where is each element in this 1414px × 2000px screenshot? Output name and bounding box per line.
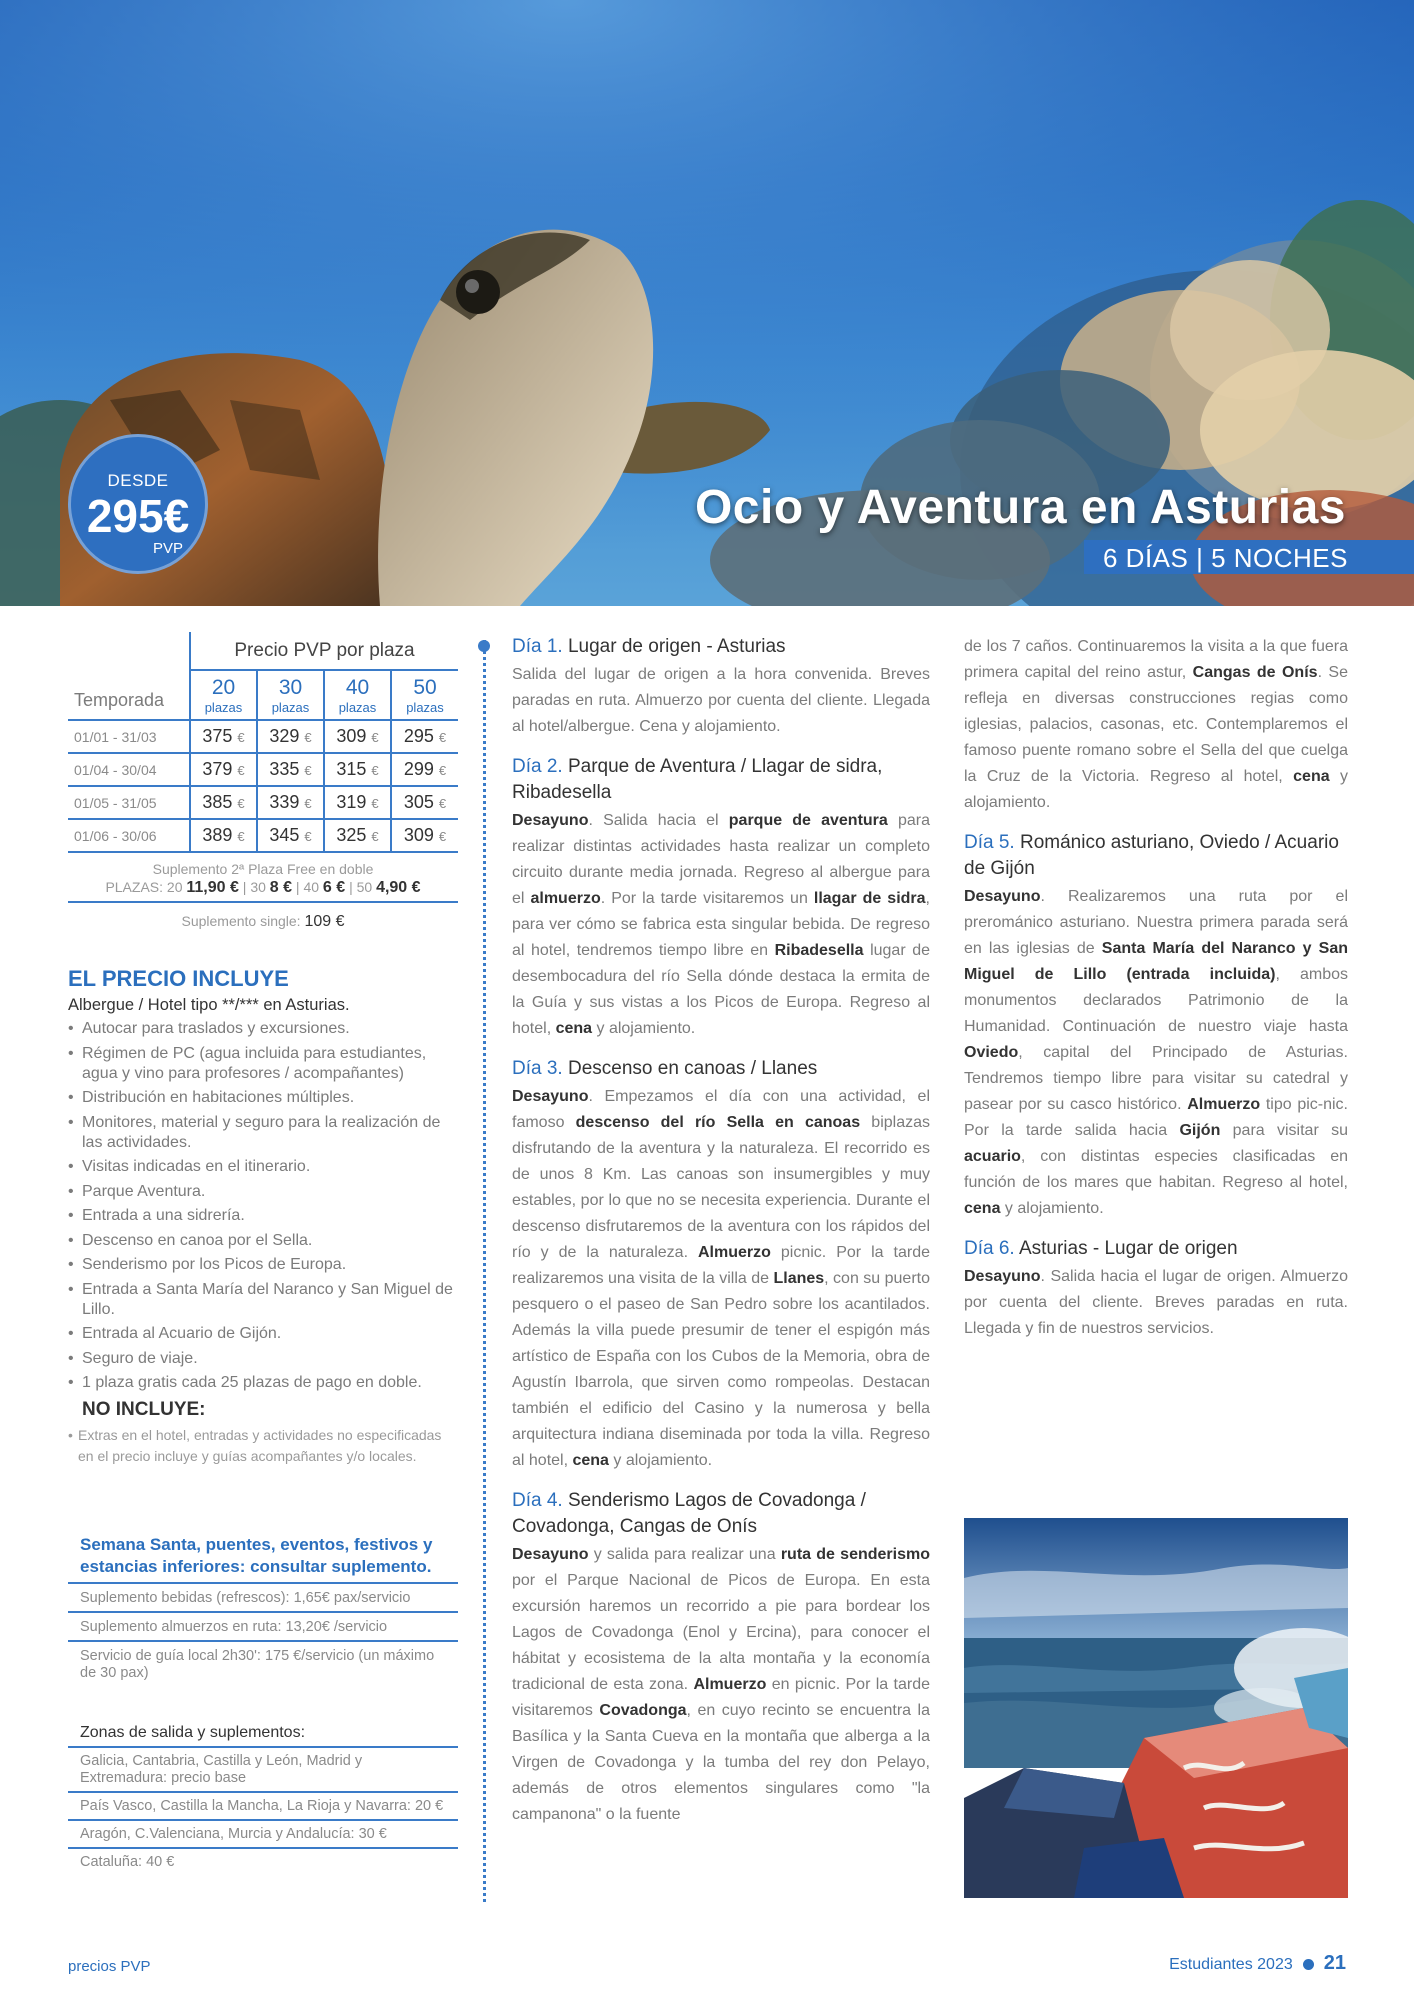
price-suffix: PVP <box>152 540 183 557</box>
column-divider <box>483 640 486 1902</box>
footer-catalog: Estudiantes 2023 <box>1169 1956 1293 1973</box>
includes-list <box>68 1019 460 1393</box>
zone-row: País Vasco, Castilla la Mancha, La Rioja y Navarra: 20 € <box>68 1793 458 1821</box>
day-6-title: Día 6. Asturias - Lugar de origen <box>964 1238 1238 1259</box>
column-header: 40 plazas <box>324 670 391 720</box>
day-3-title: Día 3. Descenso en canoas / Llanes <box>512 1058 818 1079</box>
day-4-title: Día 4. Senderismo Lagos de Covadonga / Covadonga, Cangas de Onís <box>512 1490 866 1537</box>
price-cell: 379 € <box>190 753 257 786</box>
day-4-text: Desayuno y salida para realizar una ruta de senderismo por el Parque Nacional de Picos de Europa. En esta excursión haremos un recorrido a pie para bordear los Lagos de Covadonga (Enol y Ercina), para conocer el hábitat y ecosistema de la alta montaña y la economía tradicional de esta zona. Almuerzo en picnic. Por la tarde visitaremos Covadonga, en cuyo recinto se encuentra la Basílica y la Santa Cueva en la montaña que alberga a la Virgen de Covadonga y la tumba del rey don Pelayo, además de otros elementos singulares como "la campanona" o la fuente <box>512 1546 930 1823</box>
list-item: • 1 plaza gratis cada 25 plazas de pago en doble. <box>68 1373 460 1393</box>
price-cell: 329 € <box>257 720 324 753</box>
departure-zones <box>68 1724 458 1875</box>
list-item: • Descenso en canoa por el Sella. <box>68 1231 460 1251</box>
llanes-cubes-illustration <box>964 1518 1348 1898</box>
price-cell: 345 € <box>257 819 324 852</box>
day-5-text: Desayuno. Realizaremos una ruta por el prerománico asturiano. Nuestra primera parada será en las iglesias de Santa María del Naranco y San Miguel de Lillo (entrada incluida), ambos monumentos declarados Patrimonio de la Humanidad. Continuación de nuestro viaje hasta Oviedo, capital del Principado de Asturias. Tendremos tiempo libre para visitar su catedral y pasear por su casco histórico. Almuerzo tipo pic-nic. Por la tarde salida hacia Gijón para visitar su acuario, con distintas especies clasificadas en función de los mares que habitan. Regreso al hotel, cena y alojamiento. <box>964 888 1349 1217</box>
supplements-box <box>68 1534 458 1686</box>
list-item: • Monitores, material y seguro para la realización de las actividades. <box>68 1113 460 1153</box>
includes-title: EL PRECIO INCLUYE <box>68 966 289 991</box>
single-supplement: Suplemento single: 109 € <box>181 913 345 930</box>
price-cell: 385 € <box>190 786 257 819</box>
day-1-title: Día 1. Lugar de origen - Asturias <box>512 636 786 657</box>
list-item: • Senderismo por los Picos de Europa. <box>68 1255 460 1275</box>
price-cell: 335 € <box>257 753 324 786</box>
itinerary-column-2 <box>964 634 1348 1356</box>
itinerary-column-1 <box>512 634 930 1842</box>
price-cell: 315 € <box>324 753 391 786</box>
price-cell: 305 € <box>391 786 458 819</box>
price-cell: 375 € <box>190 720 257 753</box>
zones-head: Zonas de salida y suplementos: <box>68 1724 458 1748</box>
includes-lead: Albergue / Hotel tipo **/*** en Asturias. <box>68 996 350 1014</box>
price-table <box>68 632 458 931</box>
season-label: Temporada <box>74 690 165 710</box>
season-range: 01/05 - 31/05 <box>68 786 190 819</box>
price-badge <box>68 434 208 574</box>
table-row <box>68 786 458 819</box>
list-item: • Entrada al Acuario de Gijón. <box>68 1324 460 1344</box>
day-4-text-continued: de los 7 caños. Continuaremos la visita a la que fuera primera capital del reino astur, Cangas de Onís. Se refleja en diversas construcciones regias como iglesias, palacios, casonas, etc. Contemplaremos el famoso puente romano sobre el Sella del que cuelga la Cruz de la Victoria. Regreso al hotel, cena y alojamiento. <box>964 638 1349 811</box>
table-row <box>68 753 458 786</box>
price-amount: 295€ <box>86 490 190 542</box>
price-cell: 309 € <box>324 720 391 753</box>
price-includes <box>68 966 460 1467</box>
list-item: • Seguro de viaje. <box>68 1349 460 1369</box>
price-cell: 309 € <box>391 819 458 852</box>
price-table-title: Precio PVP por plaza <box>190 632 458 670</box>
supplement-row: Servicio de guía local 2h30': 175 €/servicio (un máximo de 30 pax) <box>80 1648 435 1681</box>
footer-right <box>1169 1952 1346 1975</box>
price-cell: 319 € <box>324 786 391 819</box>
season-range: 01/06 - 30/06 <box>68 819 190 852</box>
column-header: 50 plazas <box>391 670 458 720</box>
price-cell: 325 € <box>324 819 391 852</box>
trip-duration: 6 DÍAS | 5 NOCHES <box>1103 543 1348 573</box>
table-row <box>68 720 458 753</box>
coast-photo <box>964 1518 1348 1898</box>
not-included-text: • Extras en el hotel, entradas y actividades no especificadas en el precio incluye y guías acompañantes y/o locales. <box>68 1425 460 1467</box>
supplements-head: Semana Santa, puentes, eventos, festivos y estancias inferiores: consultar suplemento. <box>68 1534 458 1584</box>
list-item: • Autocar para traslados y excursiones. <box>68 1019 460 1039</box>
hero-image <box>0 0 1414 606</box>
page-title: Ocio y Aventura en Asturias <box>694 481 1346 534</box>
supplement-row: Suplemento bebidas (refrescos): 1,65€ pax/servicio <box>68 1584 458 1613</box>
list-item: • Entrada a Santa María del Naranco y San Miguel de Lillo. <box>68 1280 460 1320</box>
list-item: • Entrada a una sidrería. <box>68 1206 460 1226</box>
second-place-supplement-title: Suplemento 2ª Plaza Free en doble <box>152 861 374 877</box>
day-2-text: Desayuno. Salida hacia el parque de aventura para realizar distintas actividades hasta realizar un completo circuito durante media jornada. Regreso al albergue para el almuerzo. Por la tarde visitaremos un llagar de sidra, para ver cómo se fabrica esta singular bebida. De regreso al hotel, tendremos tiempo libre en Ribadesella lugar de desembocadura del río Sella dónde destaca la ermita de la Guía y sus vistas a los Picos de Europa. Regreso al hotel, cena y alojamiento. <box>512 812 931 1037</box>
price-cell: 389 € <box>190 819 257 852</box>
season-range: 01/04 - 30/04 <box>68 753 190 786</box>
day-1-text: Salida del lugar de origen a la hora convenida. Breves paradas en ruta. Almuerzo por cuenta del cliente. Llegada al hotel/albergue. Cena y alojamiento. <box>512 666 930 735</box>
list-item: • Visitas indicadas en el itinerario. <box>68 1157 460 1177</box>
zone-row: Galicia, Cantabria, Castilla y León, Madrid y Extremadura: precio base <box>68 1748 458 1793</box>
price-cell: 295 € <box>391 720 458 753</box>
divider-dot-icon <box>478 640 490 652</box>
day-5-title: Día 5. Románico asturiano, Oviedo / Acuario de Gijón <box>964 832 1339 879</box>
footer-dot-icon <box>1303 1959 1314 1970</box>
second-place-supplement-values: PLAZAS: 20 11,90 € | 30 8 € | 40 6 € | 50 4,90 € <box>68 879 458 903</box>
day-3-text: Desayuno. Empezamos el día con una actividad, el famoso descenso del río Sella en canoas biplazas disfrutando de la aventura y la naturaleza. El recorrido es de unos 8 Km. Las canoas son insumergibles y muy estables, por lo que no se necesita experiencia. Durante el descenso disfrutaremos de la aventura con los rápidos del río y de la naturaleza. Almuerzo picnic. Por la tarde realizaremos una visita de la villa de Llanes, con su puerto pesquero o el paseo de San Pedro sobre los acantilados. Además la villa puede presumir de tener el espigón más artístico de España con los Cubos de la Memoria, obra de Agustín Ibarrola, que sirven como rompeolas. Destacan también el edificio del Casino y la numerosa y bella arquitectura indiana diseminada por toda la villa. Regreso al hotel, cena y alojamiento. <box>512 1088 931 1469</box>
price-prefix: DESDE <box>107 471 169 490</box>
footer-left: precios PVP <box>68 1958 151 1975</box>
not-included-title: NO INCLUYE: <box>82 1399 206 1420</box>
zone-row: Aragón, C.Valenciana, Murcia y Andalucía: 30 € <box>68 1821 458 1849</box>
list-item: • Distribución en habitaciones múltiples. <box>68 1088 460 1108</box>
table-row <box>68 819 458 852</box>
supplement-row: Suplemento almuerzos en ruta: 13,20€ /servicio <box>68 1613 458 1642</box>
zone-row: Cataluña: 40 € <box>80 1854 175 1870</box>
page-number: 21 <box>1323 1952 1346 1974</box>
price-cell: 299 € <box>391 753 458 786</box>
list-item: • Parque Aventura. <box>68 1182 460 1202</box>
list-item: • Régimen de PC (agua incluida para estudiantes, agua y vino para profesores / acompañantes) <box>68 1044 460 1084</box>
column-header: 20 plazas <box>190 670 257 720</box>
day-6-text: Desayuno. Salida hacia el lugar de origen. Almuerzo por cuenta del cliente. Breves paradas en ruta. Llegada y fin de nuestros servicios. <box>964 1268 1348 1337</box>
day-2-title: Día 2. Parque de Aventura / Llagar de sidra, Ribadesella <box>512 756 883 803</box>
column-header: 30 plazas <box>257 670 324 720</box>
season-range: 01/01 - 31/03 <box>68 720 190 753</box>
price-cell: 339 € <box>257 786 324 819</box>
